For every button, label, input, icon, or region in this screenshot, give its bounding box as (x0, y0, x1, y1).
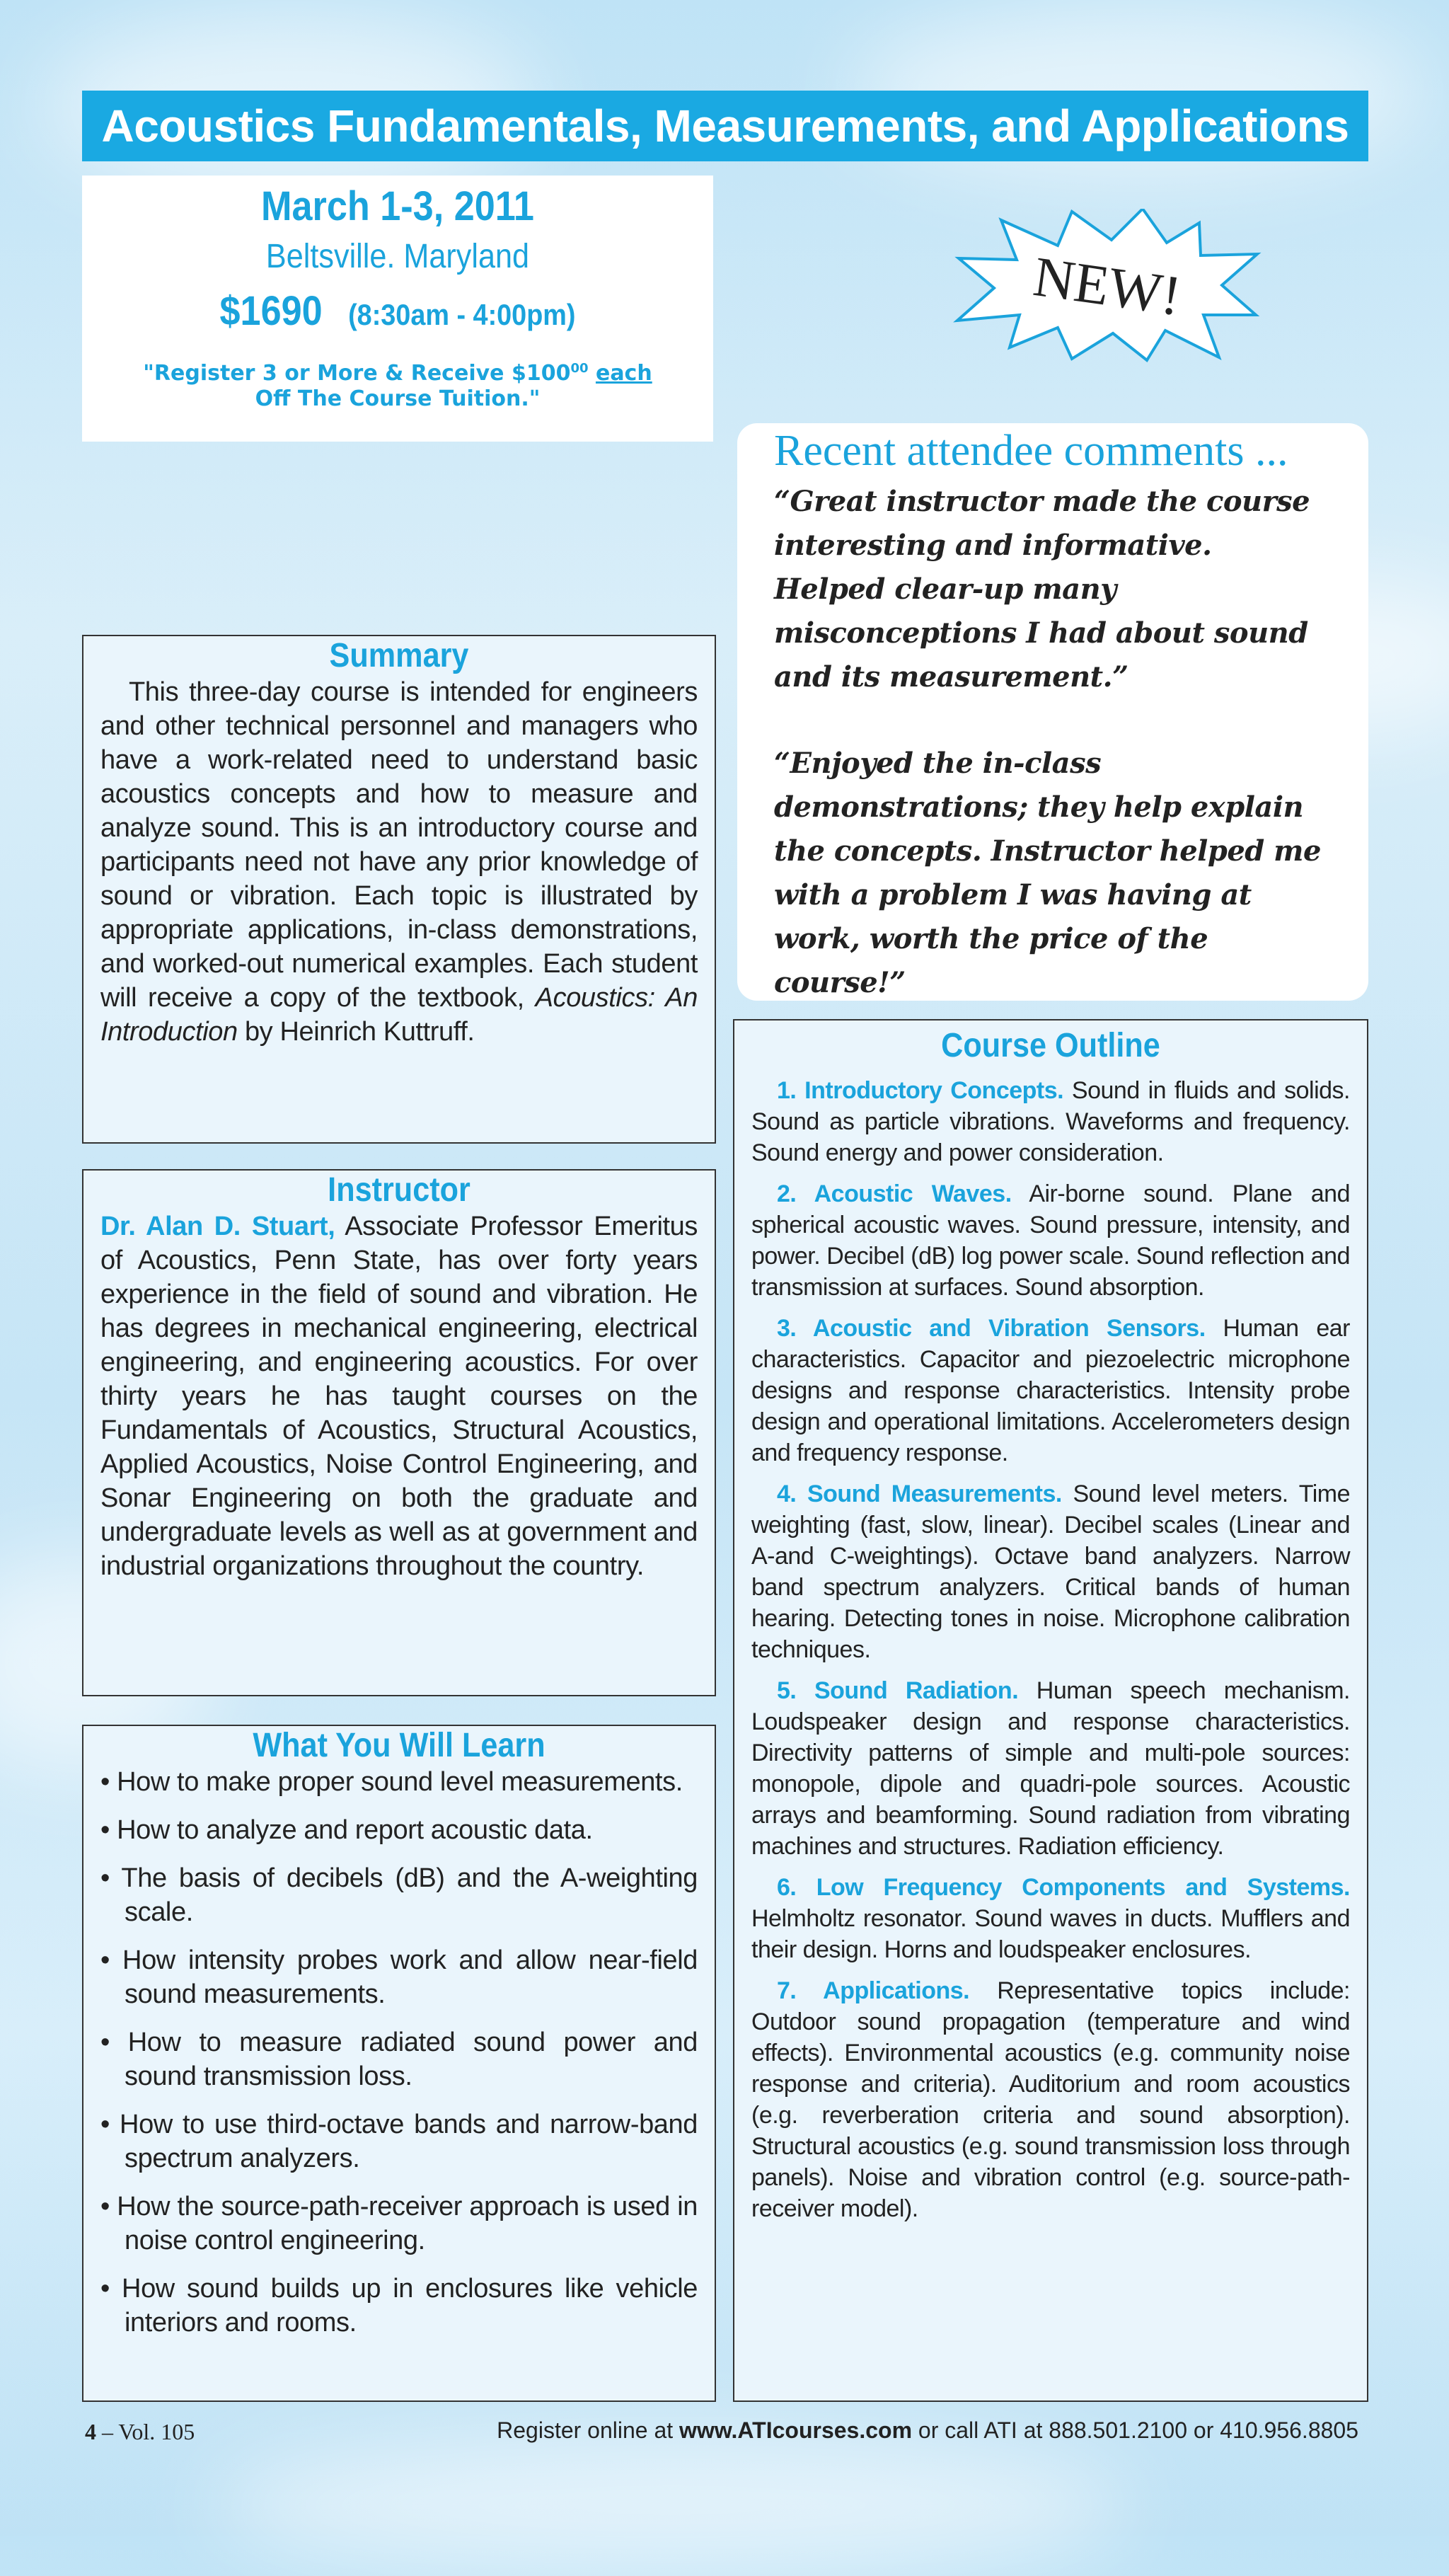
list-item: • How to use third-octave bands and narrow-band spectrum analyzers. (100, 2110, 698, 2173)
list-item: • How intensity probes work and allow near-field sound measurements. (100, 1945, 698, 2009)
outline-text: Air-borne sound. Plane and spherical acoustic waves. Sound pressure, intensity, and power. Decibel (dB) log power scale. Sound reflection and transmission at surfaces. Sound absorption. (751, 1180, 1350, 1301)
outline-text: Sound level meters. Time weighting (fast, slow, linear). Decibel scales (Linear and A-and C-weightings). Octave band analyzers. Narrow band spectrum analyzers. Critical bands of human hearing. Detecting tones in noise. Microphone calibration techniques. (751, 1480, 1350, 1663)
outline-heading: 3. Acoustic and Vibration Sensors. (777, 1315, 1206, 1342)
outline-text: Human ear characteristics. Capacitor and piezoelectric microphone designs and response characteristics. Intensity probe design and operational limitations. Accelerometers design and frequency response. (751, 1315, 1350, 1466)
outline-heading: 5. Sound Radiation. (777, 1677, 1019, 1704)
page-number (85, 2419, 195, 2445)
summary-title: Summary (329, 637, 469, 674)
learn-item-text: The basis of decibels (dB) and the A-weighting scale. (121, 1863, 698, 1927)
list-item: • How to analyze and report acoustic data. (100, 1815, 593, 1845)
outline-item (751, 1872, 1350, 1965)
promo-sup: 00 (570, 361, 589, 376)
summary-author: by Heinrich Kuttruff. (244, 1017, 475, 1047)
instructor-bio: Associate Professor Emeritus of Acoustics, Penn State, has over forty years experience in the field of sound and vibration. He has degrees in mechanical engineering, electrical engineering, and engineering acoustics. For over thirty years he has taught courses on the Fundamentals of Acoustics, Structural Acoustics, Applied Acoustics, Noise Control Engineering, and Sonar Engineering on both the graduate and undergraduate levels as well as at government and industrial organizations throughout the country. (100, 1212, 698, 1581)
event-price: $1690 (219, 288, 323, 334)
promo-line2: Off The Course Tuition." (255, 386, 541, 411)
learn-item-text: How to measure radiated sound power and sound transmission loss. (125, 2028, 698, 2091)
page-footer (85, 2417, 1358, 2453)
learn-item-text: How sound builds up in enclosures like vehicle interiors and rooms. (122, 2274, 698, 2338)
summary-body: This three-day course is intended for engineers and other technical personnel and managers who have a work-related need to understand basic acoustics concepts and how to measure and analyze sound. This is an introductory course and participants need not have any prior knowledge of sound or vibration. Each topic is illustrated by appropriate applications, in-class demonstrations, and worked-out numerical examples. Each student will receive a copy of the textbook, (100, 677, 698, 1013)
learn-title: What You Will Learn (253, 1727, 545, 1764)
learn-item-text: How to analyze and report acoustic data. (117, 1815, 593, 1845)
course-outline-box (733, 1019, 1368, 2402)
outline-heading: 6. Low Frequency Components and Systems. (777, 1874, 1350, 1901)
event-price-line (114, 287, 682, 335)
instructor-box (82, 1169, 716, 1696)
outline-item (751, 1975, 1350, 2224)
volume: – Vol. 105 (102, 2419, 195, 2444)
outline-item (751, 1478, 1350, 1665)
site-link[interactable]: www.ATIcourses.com (679, 2417, 913, 2443)
outline-text: Helmholtz resonator. Sound waves in ducts. Mufflers and their design. Horns and loudspeaker enclosures. (751, 1905, 1350, 1963)
background-cloud (212, 2434, 1132, 2576)
learn-list (100, 1765, 698, 2340)
summary-text (100, 675, 698, 1049)
comment-1: “Great instructor made the course interesting and informative. Helped clear-up many misconceptions I had about sound and its measurement.” (774, 485, 1310, 694)
outline-heading: 2. Acoustic Waves. (777, 1180, 1012, 1207)
promo-text (82, 356, 713, 412)
outline-heading: 7. Applications. (777, 1977, 970, 2004)
instructor-text (100, 1209, 698, 1583)
summary-book: Acoustics: An Introduction (100, 983, 698, 1047)
outline-item (751, 1313, 1350, 1468)
instructor-name: Dr. Alan D. Stuart, (100, 1212, 335, 1241)
learn-box (82, 1725, 716, 2402)
learn-item-text: How the source-path-receiver approach is used in noise control engineering. (117, 2192, 698, 2255)
outline-title: Course Outline (941, 1027, 1160, 1064)
list-item: • How to make proper sound level measurements. (100, 1767, 683, 1797)
outline-heading: 4. Sound Measurements. (777, 1480, 1062, 1507)
new-starburst-icon (952, 209, 1263, 363)
reg-suffix: or call ATI at 888.501.2100 or 410.956.8805 (918, 2417, 1358, 2443)
outline-text: Sound in fluids and solids. Sound as particle vibrations. Waveforms and frequency. Sound energy and power consideration. (751, 1077, 1350, 1166)
outline-item (751, 1675, 1350, 1862)
reg-prefix: Register online at (497, 2417, 674, 2443)
registration-line (497, 2417, 1358, 2444)
outline-heading: 1. Introductory Concepts. (777, 1077, 1064, 1104)
event-dates: March 1-3, 2011 (261, 183, 534, 229)
comments-heading: Recent attendee comments ... (774, 427, 1288, 475)
page-title: Acoustics Fundamentals, Measurements, and Applications (82, 91, 1368, 161)
outline-text: Human speech mechanism. Loudspeaker design and response characteristics. Directivity patterns of simple and multi-pole sources: monopole, dipole and quadri-pole sources. Acoustic arrays and beamforming. Sound radiation from vibrating machines and structures. Radiation efficiency. (751, 1677, 1350, 1860)
outline-text: Representative topics include: Outdoor sound propagation (temperature and wind effects). Environmental acoustics (e.g. community noise response and criteria). Auditorium and room acoustics (e.g. reverberation criteria and sound absorption). Structural acoustics (e.g. sound transmission loss through panels). Noise and vibration control (e.g. source-path-receiver model). (751, 1977, 1350, 2222)
list-item: • How to measure radiated sound power and sound transmission loss. (100, 2028, 698, 2091)
page-num: 4 (85, 2419, 96, 2444)
comment-2: “Enjoyed the in-class demonstrations; they help explain the concepts. Instructor helped me with a problem I was having at work, worth the price of the course!” (774, 747, 1321, 999)
new-badge-text: NEW! (1029, 245, 1185, 328)
promo-prefix: "Register 3 or More & Receive $100 (143, 361, 571, 386)
summary-box (82, 635, 716, 1144)
learn-item-text: How to make proper sound level measurements. (117, 1767, 683, 1797)
outline-item (751, 1178, 1350, 1303)
learn-item-text: How to use third-octave bands and narrow-band spectrum analyzers. (120, 2110, 698, 2173)
outline-item (751, 1075, 1350, 1168)
learn-item-text: How intensity probes work and allow near-field sound measurements. (122, 1945, 698, 2009)
attendee-comments (737, 423, 1368, 1001)
event-info (82, 176, 713, 442)
event-hours: (8:30am - 4:00pm) (348, 298, 576, 331)
promo-each: each (595, 361, 652, 386)
event-location: Beltsville. Maryland (265, 238, 530, 275)
list-item: • How the source-path-receiver approach is used in noise control engineering. (100, 2192, 698, 2255)
instructor-title: Instructor (328, 1171, 471, 1209)
list-item: • The basis of decibels (dB) and the A-weighting scale. (100, 1863, 698, 1927)
list-item: • How sound builds up in enclosures like vehicle interiors and rooms. (100, 2274, 698, 2338)
